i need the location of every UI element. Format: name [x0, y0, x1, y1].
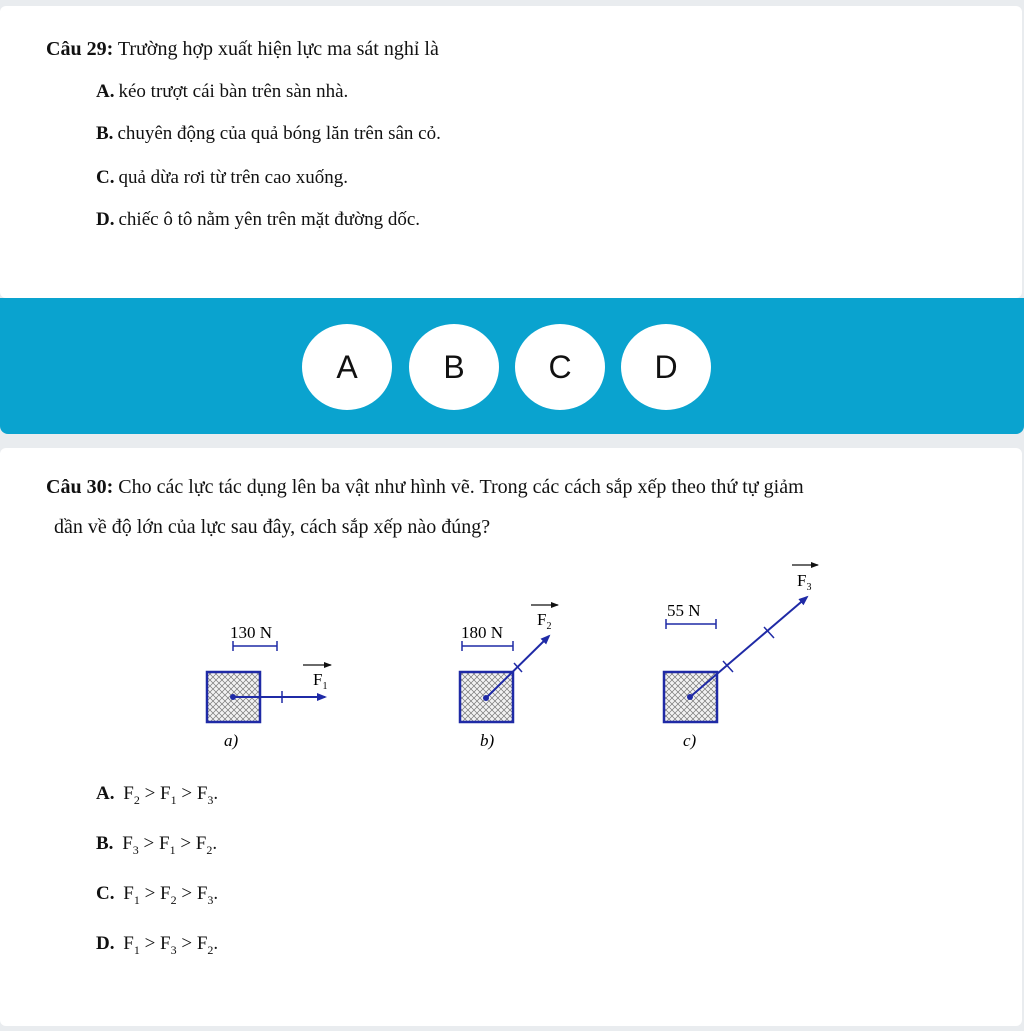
q29-option-c-text: quả dừa rơi từ trên cao xuống. [118, 167, 349, 188]
q29-option-b-text: chuyên động của quả bóng lăn trên sân cỏ. [117, 123, 441, 144]
question-29-text: Trường hợp xuất hiện lực ma sát nghỉ là [117, 38, 439, 60]
scale-label-b: 180 N [461, 623, 504, 642]
question-29-number: Câu 29: [46, 38, 114, 60]
q29-option-c [96, 166, 348, 190]
force-figure [0, 548, 1022, 778]
q29-option-a [96, 80, 348, 104]
q30-option-d-letter: D. [96, 933, 115, 954]
question-30-line-2 [54, 514, 490, 540]
question-29-card [0, 6, 1022, 298]
question-30-text-2: dần về độ lớn của lực sau đây, cách sắp xếp nào đúng? [54, 516, 491, 538]
force-label-a: $F_1$ [313, 670, 328, 692]
force-arrow-c [690, 597, 807, 697]
figure-panel-c [664, 565, 818, 750]
question-30-number: Câu 30: [46, 476, 114, 498]
answer-button-c[interactable]: C [515, 324, 605, 410]
q29-option-b-letter: B. [96, 123, 114, 144]
q30-option-d: D. $F_1 > F_3 > F_2$. [96, 933, 219, 957]
figure-panel-a [207, 623, 331, 750]
force-label-b: $F_2$ [537, 610, 552, 632]
question-30-card [0, 448, 1022, 1026]
scale-label-a: 130 N [230, 623, 273, 642]
q30-option-a: A. $F_2 > F_1 > F_3$. [96, 783, 219, 807]
caption-b: b) [480, 731, 495, 750]
q30-option-c: C. $F_1 > F_2 > F_3$. [96, 883, 219, 907]
answer-button-a[interactable]: A [302, 324, 392, 410]
scale-label-c: 55 N [667, 601, 701, 620]
q29-option-b [96, 122, 441, 146]
q29-option-d [96, 208, 420, 232]
answer-bar [0, 298, 1024, 434]
q29-option-d-letter: D. [96, 209, 115, 230]
q29-option-c-letter: C. [96, 167, 115, 188]
force-label-c: $F_3$ [797, 571, 812, 593]
question-29-title [46, 36, 439, 62]
q30-option-a-letter: A. [96, 783, 115, 804]
caption-c: c) [683, 731, 697, 750]
answer-button-d[interactable]: D [621, 324, 711, 410]
q30-option-b: B. $F_3 > F_1 > F_2$. [96, 833, 218, 857]
q29-option-d-text: chiếc ô tô nằm yên trên mặt đường dốc. [118, 209, 421, 230]
answer-button-b[interactable]: B [409, 324, 499, 410]
q29-option-a-letter: A. [96, 81, 115, 102]
q30-option-c-letter: C. [96, 883, 115, 904]
question-30-text-1: Cho các lực tác dụng lên ba vật như hình vẽ. Trong các cách sắp xếp theo thứ tự giảm [118, 476, 804, 498]
q30-option-b-letter: B. [96, 833, 114, 854]
figure-panel-b [460, 605, 558, 750]
question-30-line-1 [46, 474, 804, 500]
q29-option-a-text: kéo trượt cái bàn trên sàn nhà. [118, 81, 349, 102]
caption-a: a) [224, 731, 239, 750]
